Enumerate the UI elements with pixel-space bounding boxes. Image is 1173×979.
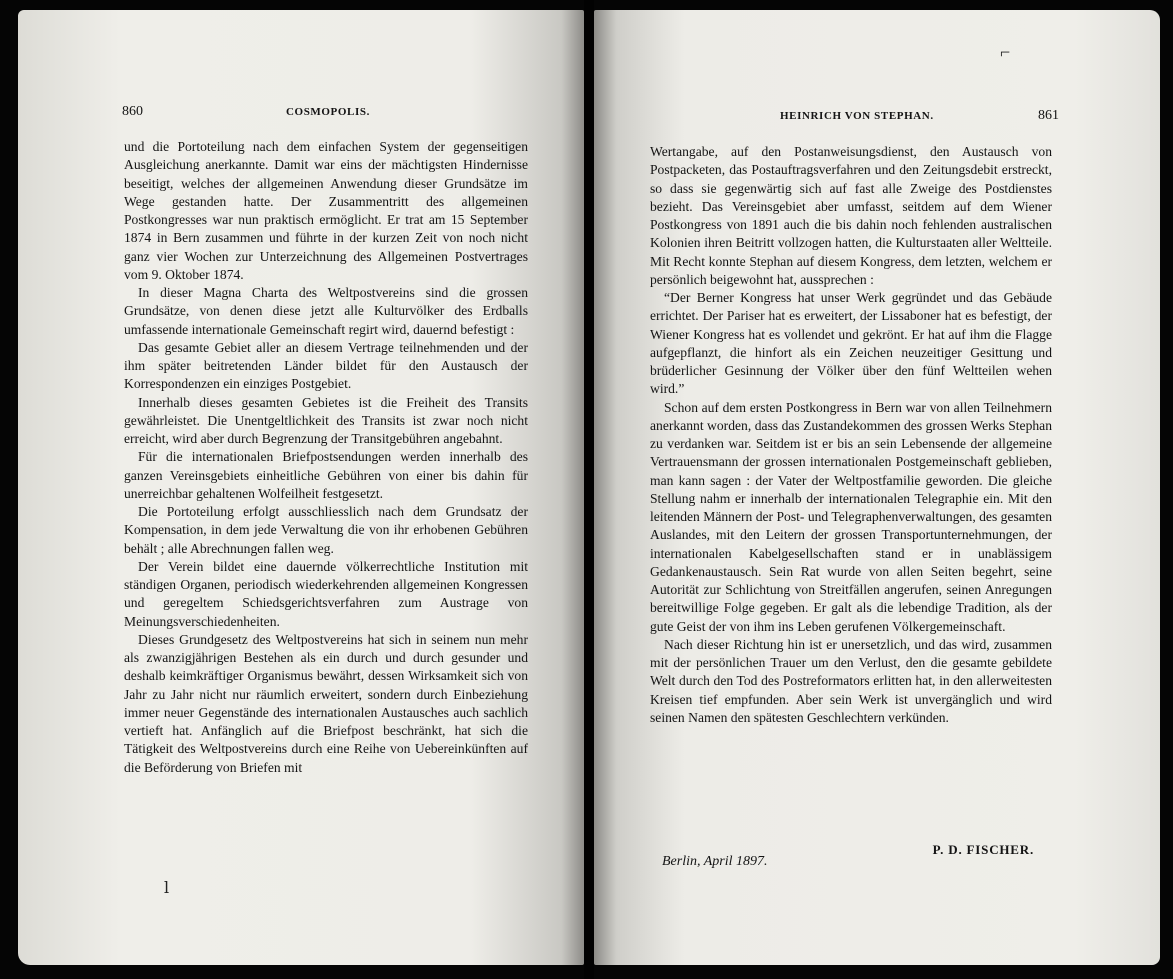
page-number-left: 860 [122, 104, 143, 119]
running-head-left: COSMOPOLIS. [286, 106, 370, 118]
paragraph: Der Verein bildet eine dauernde völkerrechtliche Institution mit ständigen Organen, periodisch wiederkehrenden allgemeinen Kongressen und geregeltem Schiedsgerichtsverfahren zum Austrage von Meinungsverschiedenheiten. [124, 558, 528, 629]
quote-paragraph: “Der Berner Kongress hat unser Werk gegründet und das Gebäude errichtet. Der Pariser hat es erweitert, der Lissaboner hat es befestigt, der Wiener Kongress hat es vollendet und gekrönt. Er hat auf ihm die Flagge aufgepflanzt, die hinfort als ein Zeichen neuzeitiger Gesittung und brüderlicher Gesinnung der Völker über den fünf Weltteilen wehen wird.” [650, 290, 1052, 397]
paragraph: In dieser Magna Charta des Weltpostvereins sind die grossen Grundsätze, von denen diese jetzt alle Kulturvölker des Erdballs umfassende internationale Gemeinschaft regirt wird, dauernd befestigt : [124, 285, 528, 337]
paragraph: Die Portoteilung erfolgt ausschliesslich nach dem Grundsatz der Kompensation, in dem jede Verwaltung die von ihr erhobenen Gebühren behält ; alle Abrechnungen fallen weg. [124, 504, 528, 556]
paragraph: Das gesamte Gebiet aller an diesem Vertrage teilnehmenden und der ihm später beitretenden Länder bildet für den Austausch der Korrespondenzen ein einziges Postgebiet. [124, 339, 528, 392]
paragraph: Wertangabe, auf den Postanweisungsdienst, den Austausch von Postpacketen, das Postauftragsverfahren und den Zeitungsdebit erstreckt, so dass sie gegenwärtig sich auf fast alle Zweige des Postdienstes bezieht. Das Vereinsgebiet aber umfasst, seitdem auf dem Wiener Postkongress von 1891 auch die bis dahin noch fehlenden australischen Kolonien ihren Beitritt vollzogen hatten, die Kulturstaaten aller Weltteile. Mit Recht konnte Stephan auf diesem Kongress, dem letzten, welchem er persönlich beigewohnt hat, aussprechen : [650, 144, 1052, 287]
place-date: Berlin, April 1897. [662, 854, 768, 869]
author-signature: P. D. FISCHER. [932, 842, 1034, 857]
ink-mark: ⌐ [1000, 42, 1011, 62]
left-text-column [124, 138, 528, 777]
signature-block [662, 838, 1034, 878]
left-page [18, 10, 584, 965]
paragraph: Innerhalb dieses gesamten Gebietes ist die Freiheit des Transits gewährleistet. Die Unentgeltlichkeit des Transits ist zwar noch nicht erreicht, wird aber durch Begrenzung der Transitgebühren angebahnt. [124, 394, 528, 446]
paragraph: Für die internationalen Briefpostsendungen werden innerhalb des ganzen Vereinsgebiets einheitliche Gebühren von einer bis dahin für unerreichbar gehaltenen Wolfeilheit festgesetzt. [124, 449, 528, 501]
page-number-right: 861 [1038, 108, 1059, 123]
ink-mark: ⅼ [164, 880, 170, 897]
paragraph: Dieses Grundgesetz des Weltpostvereins hat sich in seinem nun mehr als zwanzigjährigen Bestehen als ein durch und durch gesunder und deshalb keimkräftiger Organismus bewährt, dessen Wirksamkeit sich von Jahr zu Jahr nicht nur räumlich erweitert, sondern durch Einbeziehung immer neuer Gegenstände des internationalen Austausches auch sachlich vertieft hat. Anfänglich auf die Briefpost beschränkt, hat sich die Tätigkeit des Weltpostvereins durch eine Reihe von Uebereinkünften auf die Beförderung von Briefen mit [124, 631, 528, 775]
right-text-column [650, 143, 1052, 727]
paragraph: und die Portoteilung nach dem einfachen System der gegenseitigen Ausgleichung anerkannte. Damit war eins der mächtigsten Hindernisse beseitigt, welches der allgemeinen Anwendung dieser Grundsätze im Wege gestanden hatte. Der Zusammentritt des allgemeinen Postkongresses war nun praktisch ermöglicht. Er trat am 15 September 1874 in Bern zusammen und führte in der kurzen Zeit von noch nicht ganz vier Wochen zur Unterzeichnung des Allgemeinen Postvertrages vom 9. Oktober 1874. [124, 139, 528, 282]
right-page [594, 10, 1160, 965]
book-gutter [584, 0, 594, 979]
running-head-right: HEINRICH VON STEPHAN. [780, 110, 934, 122]
paragraph: Nach dieser Richtung hin ist er unersetzlich, und das wird, zusammen mit der persönlichen Trauer um den Verlust, den die gesamte gebildete Welt durch den Tod des Postreformators erlitten hat, in den allerweitesten Kreisen tief empfunden. Aber sein Werk ist unvergänglich und wird seinen Namen den spätesten Geschlechtern verkünden. [650, 636, 1052, 725]
paragraph: Schon auf dem ersten Postkongress in Bern war von allen Teilnehmern anerkannt worden, dass das Zustandekommen des grossen Werks Stephan zu verdanken war. Seitdem ist er bis an sein Lebensende der allgemeine Vertrauensmann der grossen internationalen Postgemeinschaft geblieben, man kann sagen : der Vater der Weltpostfamilie geworden. Die gleiche Stellung nahm er innerhalb der internationalen Telegraphie ein. Mit den leitenden Männern der Post- und Telegraphenverwaltungen, des gesamten Auslandes, mit den Leitern der grossen Transportunternehmungen, der internationalen Kabelgesellschaften stand er in unablässigem Gedankenaustausch. Sein Rat wurde von allen Seiten begehrt, seine Autorität zur Schlichtung von Streitfällen angerufen, seinen Anregungen bereitwillige Folge gegeben. Er galt als die lebendige Tradition, als der gute Geist der von ihm ins Leben gerufenen Völkergemeinschaft. [650, 399, 1052, 634]
